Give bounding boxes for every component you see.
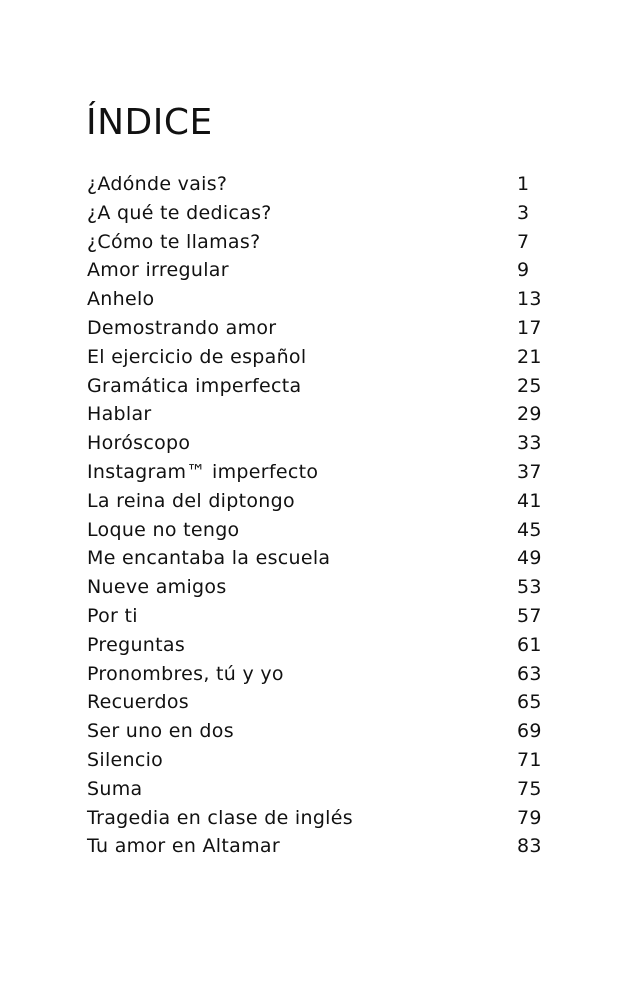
toc-entry: [87, 688, 547, 717]
toc-entry: [87, 228, 547, 257]
toc-entry: [87, 660, 547, 689]
toc-entry-title: El ejercicio de español: [87, 345, 307, 368]
toc-entry: [87, 285, 547, 314]
toc-entry: [87, 516, 547, 545]
toc-entry-title: Anhelo: [87, 288, 155, 311]
toc-entry-title: Pronombres, tú y yo: [87, 662, 284, 685]
toc-entry-page-number: 69: [517, 720, 542, 743]
toc-entry: [87, 429, 547, 458]
toc-entry: [87, 256, 547, 285]
toc-entry-page-number: 53: [517, 576, 542, 599]
toc-entry-page-number: 63: [517, 662, 542, 685]
toc-entry-page-number: 33: [517, 432, 542, 455]
toc-entry-title: Loque no tengo: [87, 518, 240, 541]
toc-entry: [87, 544, 547, 573]
toc-entry-page-number: 61: [517, 633, 542, 656]
toc-entry-page-number: 17: [517, 316, 542, 339]
toc-entry-page-number: 75: [517, 777, 542, 800]
toc-entry-page-number: 71: [517, 748, 542, 771]
toc-entry-title: Gramática imperfecta: [87, 374, 302, 397]
toc-entry-page-number: 57: [517, 604, 542, 627]
toc-entry: [87, 573, 547, 602]
toc-entry-title: Tu amor en Altamar: [87, 835, 280, 858]
toc-entry-title: Preguntas: [87, 633, 186, 656]
toc-entry: [87, 343, 547, 372]
toc-entry-title: Amor irregular: [87, 259, 229, 282]
toc-entry-title: ¿Cómo te llamas?: [87, 230, 261, 253]
toc-entry-title: Demostrando amor: [87, 316, 277, 339]
toc-entry-title: Instagram™ imperfecto: [87, 460, 319, 483]
toc-entry: [87, 775, 547, 804]
toc-entry: [87, 487, 547, 516]
toc-entry: [87, 314, 547, 343]
toc-entry-page-number: 1: [517, 173, 530, 195]
toc-entry: [87, 170, 547, 199]
toc-entry-title: ¿A qué te dedicas?: [87, 201, 272, 224]
toc-entry-title: Silencio: [87, 748, 164, 771]
toc-entry: [87, 400, 547, 429]
toc-entry-title: Ser uno en dos: [87, 720, 234, 743]
toc-entry-page-number: 83: [517, 835, 542, 858]
toc-entry-title: Horóscopo: [87, 432, 191, 455]
toc-entry-page-number: 13: [517, 288, 542, 311]
toc-entry: [87, 199, 547, 228]
toc-entry-title: ¿Adónde vais?: [87, 173, 228, 195]
toc-entry-page-number: 45: [517, 518, 542, 541]
toc-entry-title: Hablar: [87, 403, 152, 426]
toc-entry: [87, 746, 547, 775]
toc-entry-page-number: 37: [517, 460, 542, 483]
toc-entry-page-number: 25: [517, 374, 542, 397]
toc-entry-page-number: 49: [517, 547, 542, 570]
page-title: ÍNDICE: [86, 102, 213, 143]
toc-entry-title: Tragedia en clase de inglés: [87, 806, 353, 829]
toc-entry-page-number: 65: [517, 691, 542, 714]
table-of-contents: [87, 170, 547, 861]
toc-entry-title: Suma: [87, 777, 143, 800]
toc-entry-title: Nueve amigos: [87, 576, 227, 599]
toc-entry: [87, 804, 547, 833]
toc-entry-title: Me encantaba la escuela: [87, 547, 331, 570]
toc-entry-page-number: 3: [517, 201, 530, 224]
toc-entry: [87, 832, 547, 861]
toc-entry-page-number: 29: [517, 403, 542, 426]
toc-entry: [87, 372, 547, 401]
toc-entry-page-number: 7: [517, 230, 530, 253]
toc-entry-page-number: 21: [517, 345, 542, 368]
toc-entry-title: Por ti: [87, 604, 138, 627]
toc-entry: [87, 458, 547, 487]
toc-entry-title: La reina del diptongo: [87, 489, 295, 512]
toc-entry-page-number: 41: [517, 489, 542, 512]
toc-entry-title: Recuerdos: [87, 691, 189, 714]
toc-entry-page-number: 9: [517, 259, 530, 282]
toc-entry-page-number: 79: [517, 806, 542, 829]
toc-entry: [87, 631, 547, 660]
toc-entry: [87, 602, 547, 631]
toc-entry: [87, 717, 547, 746]
